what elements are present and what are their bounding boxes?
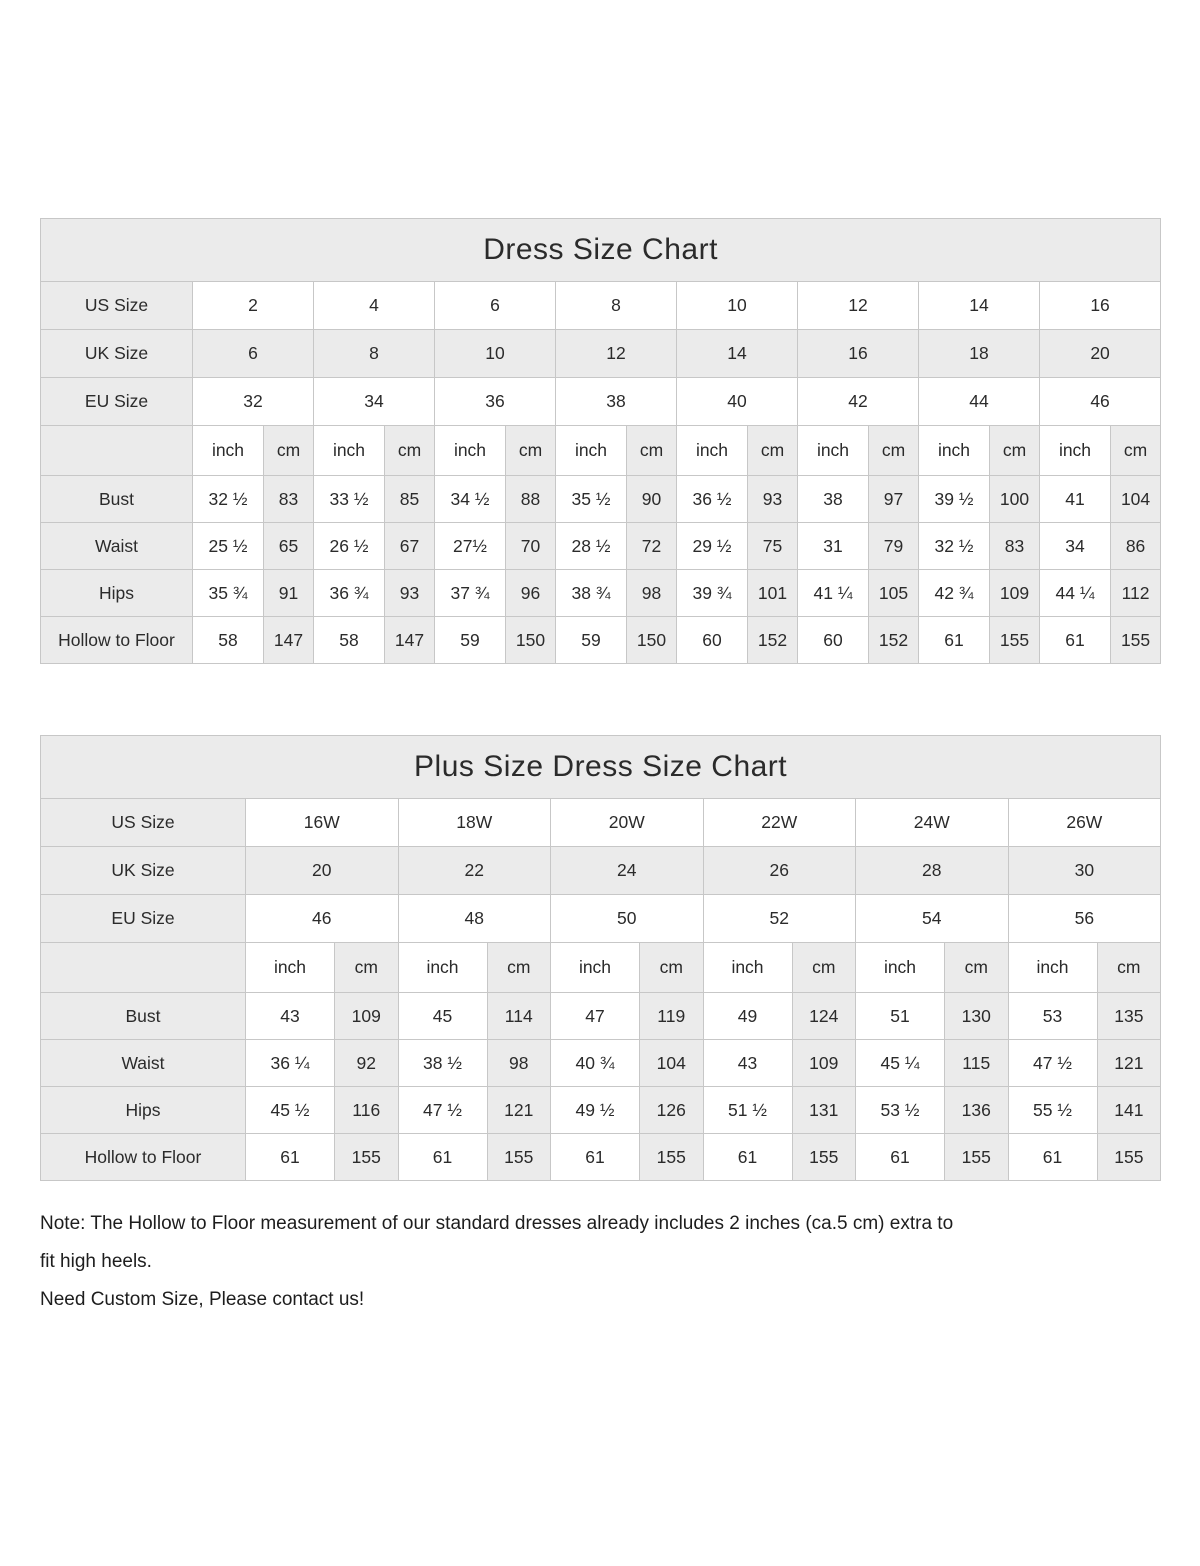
unit-cm-label: cm [627, 426, 677, 476]
measure-inch-cell: 53 [1008, 993, 1097, 1040]
unit-inch-label: inch [314, 426, 385, 476]
unit-cm-label: cm [748, 426, 798, 476]
unit-inch-label: inch [398, 943, 487, 993]
measure-cm-cell: 93 [748, 476, 798, 523]
measure-inch-cell: 58 [193, 617, 264, 664]
size-cell: 24W [856, 799, 1009, 847]
row-label: Bust [41, 476, 193, 523]
measure-inch-cell: 32 ½ [919, 523, 990, 570]
measure-inch-cell: 45 ½ [246, 1087, 335, 1134]
measure-cm-cell: 155 [792, 1134, 856, 1181]
unit-inch-label: inch [556, 426, 627, 476]
unit-cm-label: cm [869, 426, 919, 476]
unit-inch-label: inch [919, 426, 990, 476]
size-cell: 2 [193, 282, 314, 330]
measure-cm-cell: 79 [869, 523, 919, 570]
measure-inch-cell: 43 [246, 993, 335, 1040]
measure-inch-cell: 38 [798, 476, 869, 523]
measure-row [41, 1087, 1161, 1134]
measure-inch-cell: 61 [919, 617, 990, 664]
measure-cm-cell: 67 [385, 523, 435, 570]
measure-cm-cell: 155 [640, 1134, 704, 1181]
measure-inch-cell: 32 ½ [193, 476, 264, 523]
measure-inch-cell: 45 ¼ [856, 1040, 945, 1087]
measure-inch-cell: 34 [1040, 523, 1111, 570]
chart-title: Dress Size Chart [41, 219, 1161, 282]
measure-inch-cell: 61 [703, 1134, 792, 1181]
row-label: Hips [41, 1087, 246, 1134]
measure-cm-cell: 135 [1097, 993, 1161, 1040]
measure-cm-cell: 150 [627, 617, 677, 664]
unit-header-spacer [41, 426, 193, 476]
size-cell: 8 [314, 330, 435, 378]
size-cell: 12 [798, 282, 919, 330]
size-cell: 16W [246, 799, 399, 847]
size-cell: 20 [1040, 330, 1161, 378]
measure-row [41, 523, 1161, 570]
row-label: UK Size [41, 847, 246, 895]
row-label: Waist [41, 1040, 246, 1087]
measure-cm-cell: 155 [1097, 1134, 1161, 1181]
measure-cm-cell: 121 [487, 1087, 551, 1134]
measure-cm-cell: 88 [506, 476, 556, 523]
unit-cm-label: cm [264, 426, 314, 476]
size-cell: 18W [398, 799, 551, 847]
size-cell: 28 [856, 847, 1009, 895]
measure-cm-cell: 98 [487, 1040, 551, 1087]
measure-cm-cell: 70 [506, 523, 556, 570]
unit-cm-label: cm [1097, 943, 1161, 993]
measure-inch-cell: 25 ½ [193, 523, 264, 570]
measure-inch-cell: 26 ½ [314, 523, 385, 570]
measure-inch-cell: 35 ½ [556, 476, 627, 523]
measure-inch-cell: 47 ½ [1008, 1040, 1097, 1087]
size-cell: 50 [551, 895, 704, 943]
note-text [40, 1205, 1160, 1319]
measure-cm-cell: 155 [990, 617, 1040, 664]
measure-inch-cell: 49 ½ [551, 1087, 640, 1134]
note-line: fit high heels. [40, 1251, 152, 1272]
size-cell: 32 [193, 378, 314, 426]
measure-inch-cell: 35 ¾ [193, 570, 264, 617]
note-line: Note: The Hollow to Floor measurement of our standard dresses already includes 2 inches (ca.5 cm) extra to [40, 1213, 954, 1234]
unit-cm-label: cm [1111, 426, 1161, 476]
measure-inch-cell: 60 [798, 617, 869, 664]
measure-cm-cell: 92 [335, 1040, 399, 1087]
size-cell: 44 [919, 378, 1040, 426]
size-cell: 56 [1008, 895, 1161, 943]
unit-header-spacer [41, 943, 246, 993]
measure-cm-cell: 98 [627, 570, 677, 617]
measure-cm-cell: 116 [335, 1087, 399, 1134]
size-cell: 10 [677, 282, 798, 330]
measure-cm-cell: 96 [506, 570, 556, 617]
size-cell: 34 [314, 378, 435, 426]
measure-inch-cell: 61 [246, 1134, 335, 1181]
measure-row [41, 570, 1161, 617]
size-cell: 36 [435, 378, 556, 426]
row-label: Waist [41, 523, 193, 570]
plus-size-chart-table [40, 735, 1161, 1181]
measure-inch-cell: 58 [314, 617, 385, 664]
measure-inch-cell: 49 [703, 993, 792, 1040]
measure-inch-cell: 53 ½ [856, 1087, 945, 1134]
measure-inch-cell: 40 ¾ [551, 1040, 640, 1087]
measure-inch-cell: 41 [1040, 476, 1111, 523]
measure-inch-cell: 61 [1008, 1134, 1097, 1181]
measure-cm-cell: 104 [640, 1040, 704, 1087]
measure-row [41, 476, 1161, 523]
measure-cm-cell: 100 [990, 476, 1040, 523]
size-cell: 38 [556, 378, 677, 426]
unit-cm-label: cm [506, 426, 556, 476]
measure-cm-cell: 109 [792, 1040, 856, 1087]
measure-row [41, 1040, 1161, 1087]
size-cell: 40 [677, 378, 798, 426]
measure-inch-cell: 39 ½ [919, 476, 990, 523]
measure-cm-cell: 119 [640, 993, 704, 1040]
measure-row [41, 993, 1161, 1040]
unit-cm-label: cm [990, 426, 1040, 476]
row-label: Hollow to Floor [41, 1134, 246, 1181]
measure-inch-cell: 38 ½ [398, 1040, 487, 1087]
unit-inch-label: inch [551, 943, 640, 993]
size-cell: 6 [193, 330, 314, 378]
size-row [41, 847, 1161, 895]
measure-cm-cell: 93 [385, 570, 435, 617]
measure-inch-cell: 28 ½ [556, 523, 627, 570]
size-cell: 22W [703, 799, 856, 847]
measure-inch-cell: 37 ¾ [435, 570, 506, 617]
size-cell: 46 [1040, 378, 1161, 426]
measure-inch-cell: 61 [398, 1134, 487, 1181]
unit-cm-label: cm [945, 943, 1009, 993]
measure-cm-cell: 124 [792, 993, 856, 1040]
measure-inch-cell: 60 [677, 617, 748, 664]
measure-cm-cell: 83 [990, 523, 1040, 570]
measure-inch-cell: 61 [856, 1134, 945, 1181]
unit-inch-label: inch [677, 426, 748, 476]
size-row [41, 378, 1161, 426]
size-cell: 14 [919, 282, 1040, 330]
measure-inch-cell: 61 [1040, 617, 1111, 664]
measure-cm-cell: 147 [264, 617, 314, 664]
measure-cm-cell: 155 [1111, 617, 1161, 664]
measure-cm-cell: 112 [1111, 570, 1161, 617]
measure-cm-cell: 101 [748, 570, 798, 617]
measure-inch-cell: 47 ½ [398, 1087, 487, 1134]
measure-cm-cell: 126 [640, 1087, 704, 1134]
measure-cm-cell: 155 [945, 1134, 1009, 1181]
measure-cm-cell: 147 [385, 617, 435, 664]
measure-cm-cell: 90 [627, 476, 677, 523]
measure-cm-cell: 109 [335, 993, 399, 1040]
measure-inch-cell: 42 ¾ [919, 570, 990, 617]
unit-inch-label: inch [703, 943, 792, 993]
measure-cm-cell: 72 [627, 523, 677, 570]
size-cell: 20W [551, 799, 704, 847]
row-label: Bust [41, 993, 246, 1040]
size-row [41, 282, 1161, 330]
measure-cm-cell: 114 [487, 993, 551, 1040]
measure-inch-cell: 29 ½ [677, 523, 748, 570]
row-label: US Size [41, 282, 193, 330]
size-row [41, 895, 1161, 943]
row-label: UK Size [41, 330, 193, 378]
measure-inch-cell: 61 [551, 1134, 640, 1181]
size-row [41, 799, 1161, 847]
unit-header-row [41, 943, 1161, 993]
measure-inch-cell: 39 ¾ [677, 570, 748, 617]
row-label: Hips [41, 570, 193, 617]
measure-cm-cell: 75 [748, 523, 798, 570]
size-cell: 10 [435, 330, 556, 378]
measure-cm-cell: 105 [869, 570, 919, 617]
measure-inch-cell: 59 [435, 617, 506, 664]
measure-cm-cell: 141 [1097, 1087, 1161, 1134]
size-cell: 54 [856, 895, 1009, 943]
measure-inch-cell: 51 [856, 993, 945, 1040]
size-cell: 20 [246, 847, 399, 895]
unit-inch-label: inch [246, 943, 335, 993]
measure-cm-cell: 85 [385, 476, 435, 523]
measure-cm-cell: 65 [264, 523, 314, 570]
measure-inch-cell: 43 [703, 1040, 792, 1087]
unit-header-row [41, 426, 1161, 476]
unit-cm-label: cm [792, 943, 856, 993]
unit-inch-label: inch [798, 426, 869, 476]
measure-inch-cell: 31 [798, 523, 869, 570]
unit-inch-label: inch [435, 426, 506, 476]
chart-title: Plus Size Dress Size Chart [41, 736, 1161, 799]
measure-cm-cell: 136 [945, 1087, 1009, 1134]
size-cell: 6 [435, 282, 556, 330]
standard-size-chart-table [40, 218, 1161, 664]
measure-cm-cell: 109 [990, 570, 1040, 617]
chart-title-row [41, 219, 1161, 282]
measure-cm-cell: 150 [506, 617, 556, 664]
measure-cm-cell: 155 [487, 1134, 551, 1181]
unit-inch-label: inch [856, 943, 945, 993]
measure-row [41, 1134, 1161, 1181]
measure-inch-cell: 33 ½ [314, 476, 385, 523]
size-cell: 26W [1008, 799, 1161, 847]
measure-inch-cell: 34 ½ [435, 476, 506, 523]
size-cell: 22 [398, 847, 551, 895]
measure-inch-cell: 36 ¼ [246, 1040, 335, 1087]
unit-inch-label: inch [1008, 943, 1097, 993]
size-cell: 48 [398, 895, 551, 943]
measure-inch-cell: 27½ [435, 523, 506, 570]
measure-cm-cell: 91 [264, 570, 314, 617]
measure-cm-cell: 86 [1111, 523, 1161, 570]
size-cell: 42 [798, 378, 919, 426]
measure-inch-cell: 59 [556, 617, 627, 664]
measure-inch-cell: 44 ¼ [1040, 570, 1111, 617]
measure-cm-cell: 152 [748, 617, 798, 664]
measure-cm-cell: 115 [945, 1040, 1009, 1087]
measure-inch-cell: 36 ½ [677, 476, 748, 523]
size-cell: 30 [1008, 847, 1161, 895]
note-line: Need Custom Size, Please contact us! [40, 1289, 365, 1310]
measure-inch-cell: 55 ½ [1008, 1087, 1097, 1134]
measure-inch-cell: 36 ¾ [314, 570, 385, 617]
unit-inch-label: inch [1040, 426, 1111, 476]
measure-cm-cell: 97 [869, 476, 919, 523]
measure-inch-cell: 47 [551, 993, 640, 1040]
size-cell: 8 [556, 282, 677, 330]
measure-cm-cell: 83 [264, 476, 314, 523]
unit-cm-label: cm [487, 943, 551, 993]
size-cell: 52 [703, 895, 856, 943]
measure-cm-cell: 152 [869, 617, 919, 664]
size-cell: 18 [919, 330, 1040, 378]
measure-inch-cell: 51 ½ [703, 1087, 792, 1134]
size-cell: 24 [551, 847, 704, 895]
unit-inch-label: inch [193, 426, 264, 476]
size-cell: 12 [556, 330, 677, 378]
row-label: EU Size [41, 895, 246, 943]
unit-cm-label: cm [385, 426, 435, 476]
size-cell: 4 [314, 282, 435, 330]
measure-cm-cell: 155 [335, 1134, 399, 1181]
measure-cm-cell: 131 [792, 1087, 856, 1134]
row-label: Hollow to Floor [41, 617, 193, 664]
measure-cm-cell: 121 [1097, 1040, 1161, 1087]
unit-cm-label: cm [640, 943, 704, 993]
size-cell: 26 [703, 847, 856, 895]
measure-row [41, 617, 1161, 664]
size-cell: 16 [798, 330, 919, 378]
chart-title-row [41, 736, 1161, 799]
measure-inch-cell: 41 ¼ [798, 570, 869, 617]
size-cell: 46 [246, 895, 399, 943]
size-row [41, 330, 1161, 378]
measure-inch-cell: 45 [398, 993, 487, 1040]
measure-cm-cell: 104 [1111, 476, 1161, 523]
unit-cm-label: cm [335, 943, 399, 993]
measure-cm-cell: 130 [945, 993, 1009, 1040]
size-cell: 16 [1040, 282, 1161, 330]
size-cell: 14 [677, 330, 798, 378]
measure-inch-cell: 38 ¾ [556, 570, 627, 617]
row-label: EU Size [41, 378, 193, 426]
row-label: US Size [41, 799, 246, 847]
